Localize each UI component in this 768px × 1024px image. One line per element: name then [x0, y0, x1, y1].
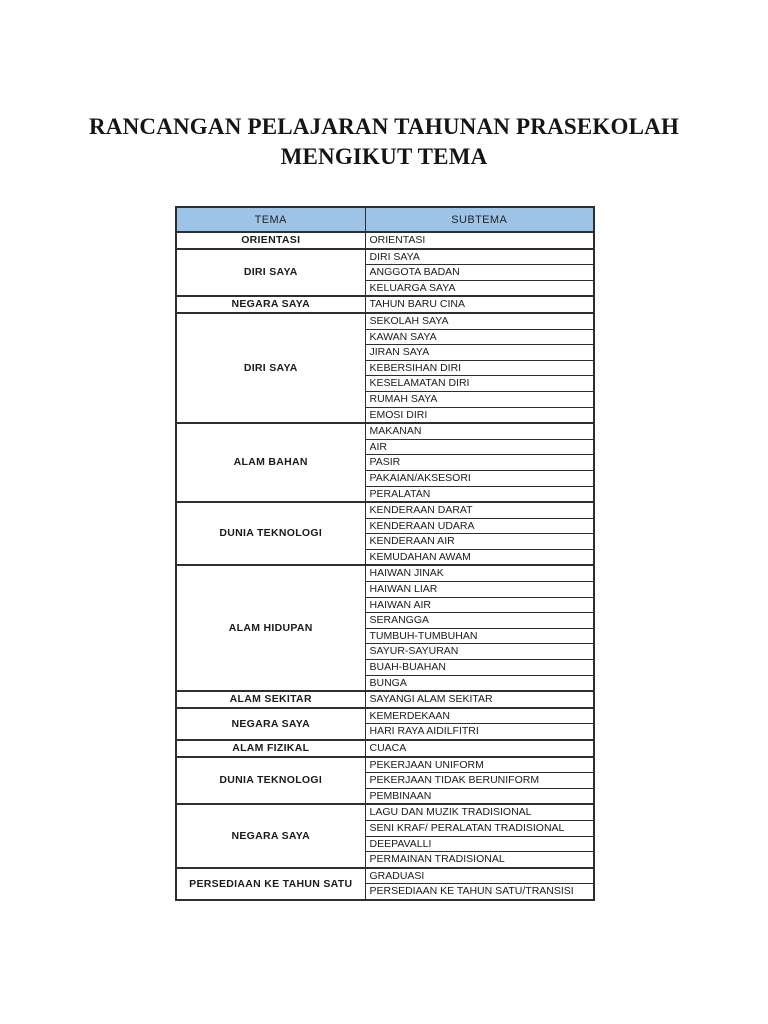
table-row	[176, 296, 594, 313]
table-row	[176, 804, 594, 820]
subtema-cell: MAKANAN	[365, 423, 594, 439]
subtema-cell: HAIWAN LIAR	[365, 582, 594, 598]
tema-cell: ALAM FIZIKAL	[176, 740, 365, 757]
tema-table	[175, 206, 595, 901]
subtema-cell: PERSEDIAAN KE TAHUN SATU/TRANSISI	[365, 884, 594, 900]
subtema-cell: AIR	[365, 439, 594, 455]
subtema-cell: SAYUR-SAYURAN	[365, 644, 594, 660]
subtema-cell: PASIR	[365, 455, 594, 471]
subtema-cell: SAYANGI ALAM SEKITAR	[365, 691, 594, 708]
tema-cell: ORIENTASI	[176, 232, 365, 249]
subtema-cell: PEKERJAAN TIDAK BERUNIFORM	[365, 773, 594, 789]
tema-cell: DIRI SAYA	[176, 249, 365, 297]
table-row	[176, 565, 594, 581]
subtema-cell: HARI RAYA AIDILFITRI	[365, 724, 594, 740]
tema-cell: PERSEDIAAN KE TAHUN SATU	[176, 868, 365, 900]
tema-cell: NEGARA SAYA	[176, 296, 365, 313]
tema-cell: DIRI SAYA	[176, 313, 365, 423]
subtema-cell: HAIWAN AIR	[365, 597, 594, 613]
subtema-cell: SENI KRAF/ PERALATAN TRADISIONAL	[365, 820, 594, 836]
subtema-cell: KEMERDEKAAN	[365, 708, 594, 724]
subtema-cell: LAGU DAN MUZIK TRADISIONAL	[365, 804, 594, 820]
page-title: RANCANGAN PELAJARAN TAHUNAN PRASEKOLAH MENGIKUT TEMA	[88, 114, 680, 170]
table-row	[176, 708, 594, 724]
table-row	[176, 691, 594, 708]
subtema-cell: ANGGOTA BADAN	[365, 265, 594, 281]
table-row	[176, 249, 594, 265]
subtema-cell: KENDERAAN AIR	[365, 534, 594, 550]
column-header-tema: TEMA	[176, 207, 365, 232]
subtema-cell: PERMAINAN TRADISIONAL	[365, 852, 594, 868]
subtema-cell: GRADUASI	[365, 868, 594, 884]
subtema-cell: PERALATAN	[365, 486, 594, 502]
table-row	[176, 868, 594, 884]
subtema-cell: KELUARGA SAYA	[365, 280, 594, 296]
subtema-cell: KENDERAAN UDARA	[365, 518, 594, 534]
table-row	[176, 232, 594, 249]
subtema-cell: BUAH-BUAHAN	[365, 660, 594, 676]
tema-cell: ALAM BAHAN	[176, 423, 365, 502]
table-row	[176, 423, 594, 439]
subtema-cell: KAWAN SAYA	[365, 329, 594, 345]
table-row	[176, 502, 594, 518]
table-header-row	[176, 207, 594, 232]
subtema-cell: TAHUN BARU CINA	[365, 296, 594, 313]
table-row	[176, 740, 594, 757]
subtema-cell: KESELAMATAN DIRI	[365, 376, 594, 392]
tema-table-container	[175, 206, 595, 901]
subtema-cell: KENDERAAN DARAT	[365, 502, 594, 518]
tema-cell: ALAM HIDUPAN	[176, 565, 365, 691]
subtema-cell: CUACA	[365, 740, 594, 757]
subtema-cell: PAKAIAN/AKSESORI	[365, 470, 594, 486]
table-row	[176, 757, 594, 773]
subtema-cell: KEBERSIHAN DIRI	[365, 360, 594, 376]
subtema-cell: PEKERJAAN UNIFORM	[365, 757, 594, 773]
subtema-cell: ORIENTASI	[365, 232, 594, 249]
subtema-cell: TUMBUH-TUMBUHAN	[365, 628, 594, 644]
subtema-cell: HAIWAN JINAK	[365, 565, 594, 581]
table-row	[176, 313, 594, 329]
subtema-cell: DEEPAVALLI	[365, 836, 594, 852]
subtema-cell: PEMBINAAN	[365, 788, 594, 804]
column-header-subtema: SUBTEMA	[365, 207, 594, 232]
table-body	[176, 232, 594, 900]
subtema-cell: KEMUDAHAN AWAM	[365, 549, 594, 565]
tema-cell: DUNIA TEKNOLOGI	[176, 757, 365, 805]
subtema-cell: JIRAN SAYA	[365, 345, 594, 361]
subtema-cell: SERANGGA	[365, 613, 594, 629]
tema-cell: NEGARA SAYA	[176, 708, 365, 740]
tema-cell: NEGARA SAYA	[176, 804, 365, 867]
subtema-cell: SEKOLAH SAYA	[365, 313, 594, 329]
subtema-cell: EMOSI DIRI	[365, 407, 594, 423]
tema-cell: ALAM SEKITAR	[176, 691, 365, 708]
subtema-cell: DIRI SAYA	[365, 249, 594, 265]
subtema-cell: BUNGA	[365, 675, 594, 691]
tema-cell: DUNIA TEKNOLOGI	[176, 502, 365, 565]
subtema-cell: RUMAH SAYA	[365, 391, 594, 407]
